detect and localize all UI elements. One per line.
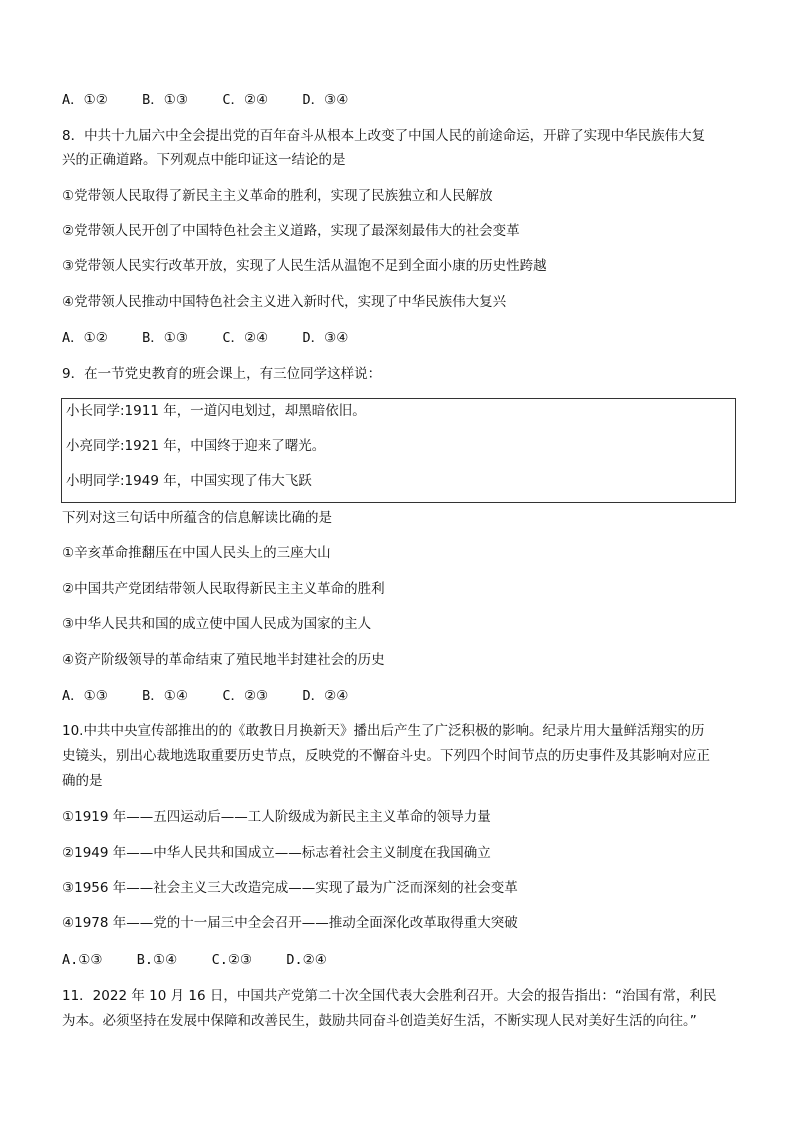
q7-option-a: A．①② — [62, 92, 108, 108]
q11-stem-line-1: 11．2022 年 10 月 16 日，中国共产党第二十次全国代表大会胜利召开。大会的报告指出：“治国有常，利民 — [62, 988, 717, 1004]
q10-item-2: ②1949 年——中华人民共和国成立——标志着社会主义制度在我国确立 — [62, 845, 491, 861]
q9-option-c: C．②③ — [222, 688, 269, 704]
q10-option-a: A.①③ — [62, 952, 103, 968]
q7-options — [62, 90, 378, 110]
q8-stem-line-1: 8．中共十九届六中全会提出党的百年奋斗从根本上改变了中国人民的前途命运，开辟了实现中华民族伟大复 — [62, 128, 706, 144]
q8-option-c: C．②④ — [222, 330, 269, 346]
q9-quote-3: 小明同学:1949 年，中国实现了伟大飞跃 — [66, 473, 312, 489]
q10-option-b: B.①④ — [136, 952, 178, 968]
q10-option-d: D.②④ — [286, 952, 327, 968]
q10-options — [62, 950, 357, 970]
q7-option-c: C．②④ — [222, 92, 269, 108]
q9-stem: 9．在一节党史教育的班会课上，有三位同学这样说： — [62, 366, 382, 382]
q9-option-a: A．①③ — [62, 688, 108, 704]
q9-item-3: ③中华人民共和国的成立使中国人民成为国家的主人 — [62, 616, 372, 632]
q9-quote-box — [61, 398, 736, 503]
q8-option-d: D．③④ — [302, 330, 349, 346]
q10-stem-line-3: 确的是 — [62, 773, 103, 789]
q9-options — [62, 686, 378, 706]
q9-quote-2: 小亮同学:1921 年，中国终于迎来了曙光。 — [66, 438, 326, 454]
q10-item-1: ①1919 年——五四运动后——工人阶级成为新民主主义革命的领导力量 — [62, 809, 491, 825]
q9-item-2: ②中国共产党团结带领人民取得新民主主义革命的胜利 — [62, 581, 385, 597]
q9-item-4: ④资产阶级领导的革命结束了殖民地半封建社会的历史 — [62, 652, 385, 668]
q8-option-a: A．①② — [62, 330, 108, 346]
q8-stem-line-2: 兴的正确道路。下列观点中能印证这一结论的是 — [62, 152, 346, 168]
q9-quote-1: 小长同学:1911 年，一道闪电划过，却黑暗依旧。 — [66, 403, 366, 419]
q8-option-b: B．①③ — [142, 330, 189, 346]
q8-item-2: ②党带领人民开创了中国特色社会主义道路，实现了最深刻最伟大的社会变革 — [62, 223, 520, 239]
q10-item-3: ③1956 年——社会主义三大改造完成——实现了最为广泛而深刻的社会变革 — [62, 880, 518, 896]
q10-stem-line-1: 10.中共中央宣传部推出的的《敢教日月换新天》播出后产生了广泛积极的影响。纪录片用大量鲜活翔实的历 — [62, 723, 705, 739]
q10-stem-line-2: 史镜头，别出心裁地选取重要历史节点，反映党的不懈奋斗史。下列四个时间节点的历史事件及其影响对应正 — [62, 748, 710, 764]
q9-question: 下列对这三句话中所蕴含的信息解读比确的是 — [62, 510, 332, 526]
q11-stem-line-2: 为本。必须坚持在发展中保障和改善民生，鼓励共同奋斗创造美好生活，不断实现人民对美好生活的向往。” — [62, 1013, 697, 1029]
q8-options — [62, 328, 378, 348]
q10-option-c: C.②③ — [211, 952, 253, 968]
q7-option-b: B．①③ — [142, 92, 189, 108]
q9-option-d: D．②④ — [302, 688, 349, 704]
q8-item-4: ④党带领人民推动中国特色社会主义进入新时代，实现了中华民族伟大复兴 — [62, 294, 507, 310]
q8-item-3: ③党带领人民实行改革开放，实现了人民生活从温饱不足到全面小康的历史性跨越 — [62, 258, 547, 274]
q9-item-1: ①辛亥革命推翻压在中国人民头上的三座大山 — [62, 545, 331, 561]
q8-item-1: ①党带领人民取得了新民主主义革命的胜利，实现了民族独立和人民解放 — [62, 188, 493, 204]
q7-option-d: D．③④ — [302, 92, 349, 108]
q10-item-4: ④1978 年——党的十一届三中全会召开——推动全面深化改革取得重大突破 — [62, 915, 518, 931]
q9-option-b: B．①④ — [142, 688, 189, 704]
